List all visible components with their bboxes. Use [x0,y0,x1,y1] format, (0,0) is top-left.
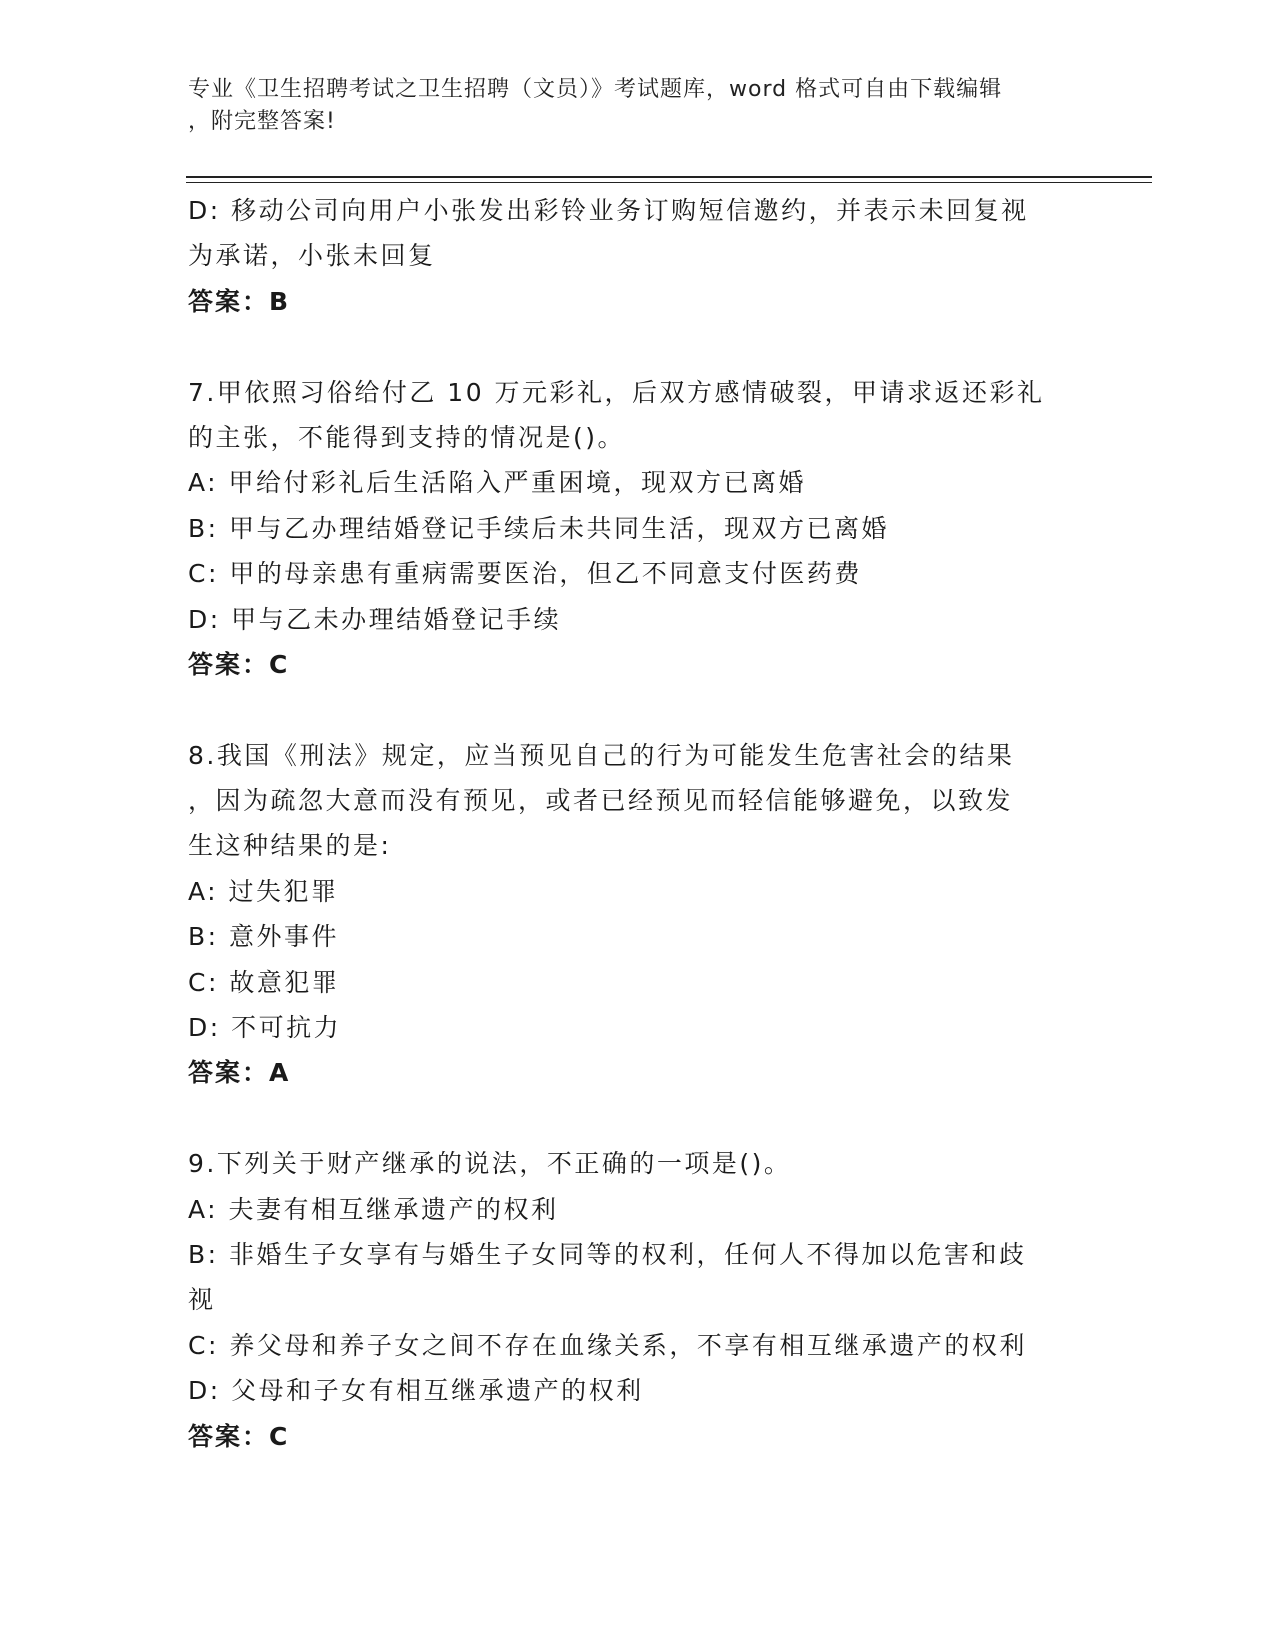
question-block-7 [188,370,1088,688]
option-d-continued: 为承诺，小张未回复 [188,241,436,271]
option-d: D: 甲与乙未办理结婚登记手续 [188,604,562,634]
question-block-prev [188,188,1088,324]
header-divider-thick [186,176,1152,178]
option-d: D: 父母和子女有相互继承遗产的权利 [188,1376,644,1406]
spacer [188,1096,1088,1141]
option-a: A: 夫妻有相互继承遗产的权利 [188,1194,559,1224]
header-title-line-1: 专业《卫生招聘考试之卫生招聘（文员）》考试题库，word 格式可自由下载编辑 [188,77,1003,102]
answer-line: 答案：B [188,286,291,316]
option-a: A: 甲给付彩礼后生活陷入严重困境，现双方已离婚 [188,468,807,498]
answer-line: 答案：C [188,649,290,679]
option-c: C: 故意犯罪 [188,967,340,997]
option-b: B: 意外事件 [188,922,340,952]
option-c: C: 养父母和养子女之间不存在血缘关系，不享有相互继承遗产的权利 [188,1330,1027,1360]
option-a: A: 过失犯罪 [188,876,339,906]
question-stem: 9.下列关于财产继承的说法，不正确的一项是()。 [188,1149,792,1179]
option-d: D: 移动公司向用户小张发出彩铃业务订购短信邀约，并表示未回复视 [188,196,1029,225]
question-stem: 8.我国《刑法》规定，应当预见自己的行为可能发生危害社会的结果 [188,740,1015,770]
option-b-continued: 视 [188,1285,216,1315]
header-title-line-2: ，附完整答案! [188,109,336,134]
question-stem-continued: 的主张，不能得到支持的情况是()。 [188,422,626,452]
spacer [188,324,1088,369]
option-d: D: 不可抗力 [188,1013,342,1043]
option-b: B: 非婚生子女享有与婚生子女同等的权利，任何人不得加以危害和歧 [188,1239,1027,1269]
question-stem-continued: ，因为疏忽大意而没有预见，或者已经预见而轻信能够避免，以致发 [188,786,1014,816]
answer-line: 答案：C [188,1421,290,1451]
question-block-8 [188,733,1088,1096]
question-block-9 [188,1141,1088,1459]
option-c: C: 甲的母亲患有重病需要医治，但乙不同意支付医药费 [188,559,862,589]
question-list [188,188,1088,1459]
option-b: B: 甲与乙办理结婚登记手续后未共同生活，现双方已离婚 [188,513,890,543]
answer-line: 答案：A [188,1058,291,1088]
question-stem-continued: 生这种结果的是: [188,831,392,861]
page-header [188,74,1068,138]
header-divider-thin [186,182,1152,183]
question-stem: 7.甲依照习俗给付乙 10 万元彩礼，后双方感情破裂，甲请求返还彩礼 [188,377,1045,407]
spacer [188,687,1088,732]
